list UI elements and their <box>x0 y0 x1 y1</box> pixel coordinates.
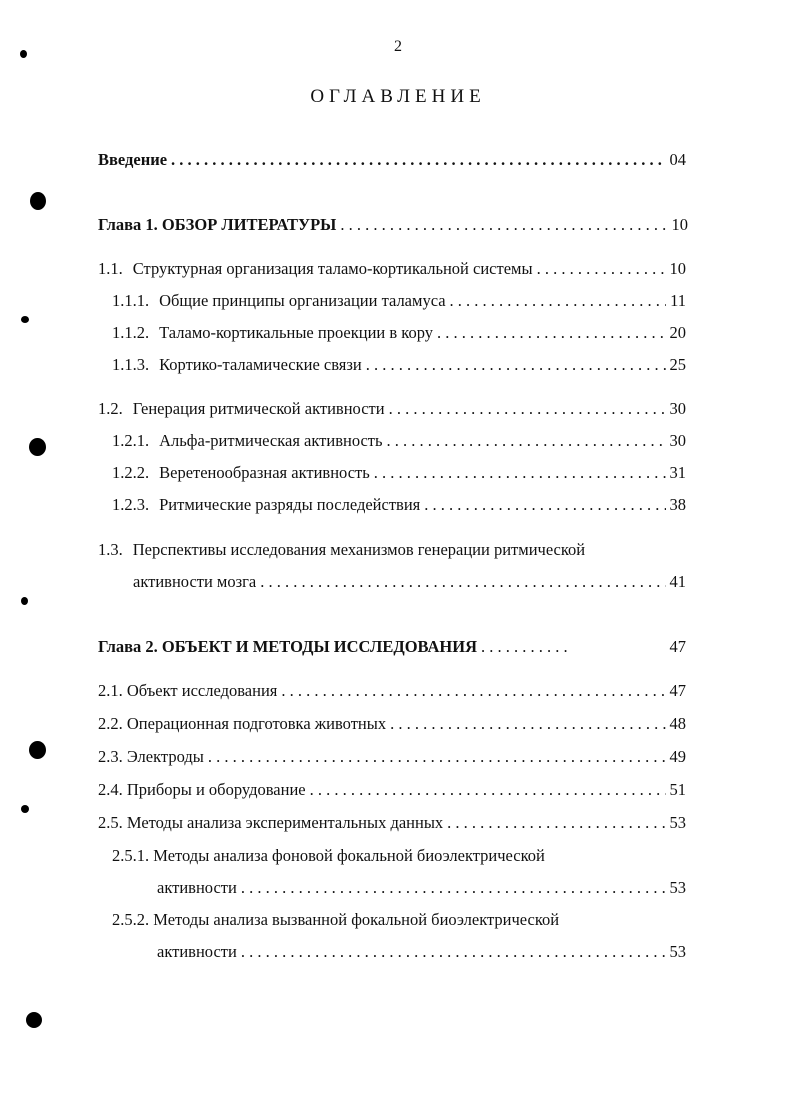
toc-label: активности <box>157 942 237 961</box>
dot-leader <box>208 746 666 768</box>
toc-label: Ритмические разряды последействия <box>159 495 421 514</box>
toc-label: Глава 2. ОБЪЕКТ И МЕТОДЫ ИССЛЕДОВАНИЯ <box>98 637 477 656</box>
dot-leader <box>281 680 665 702</box>
toc-entry-2-1 <box>98 680 686 702</box>
toc-label: 2.3. Электроды <box>98 747 204 766</box>
toc-page: 10 <box>671 215 688 234</box>
toc-label: Перспективы исследования механизмов генерации ритмической <box>132 540 586 559</box>
toc-page: 47 <box>669 681 686 700</box>
toc-entry-2-3 <box>98 746 686 768</box>
toc-entry-chapter-1 <box>98 214 688 236</box>
toc-number: 1.3. <box>98 540 123 559</box>
dot-leader <box>481 636 569 658</box>
toc-entry-2-5-1-line1 <box>112 845 545 867</box>
toc-number: 1.1. <box>98 259 123 278</box>
toc-label: 2.5.1. Методы анализа фоновой фокальной биоэлектрической <box>112 846 545 865</box>
toc-label: 2.5. Методы анализа экспериментальных данных <box>98 813 444 832</box>
toc-entry-1-1-1 <box>112 290 686 312</box>
toc-entry-2-4 <box>98 779 686 801</box>
punch-hole <box>21 597 28 605</box>
dot-leader <box>374 462 666 484</box>
toc-page: 41 <box>669 572 686 591</box>
toc-page: 25 <box>669 355 686 374</box>
punch-hole <box>30 192 46 210</box>
toc-page: 48 <box>669 714 686 733</box>
toc-number: 1.1.3. <box>112 355 150 374</box>
dot-leader <box>260 571 665 593</box>
toc-page: 04 <box>669 150 686 169</box>
dot-leader <box>241 877 666 899</box>
dot-leader <box>537 258 666 280</box>
toc-label: Генерация ритмической активности <box>132 399 385 418</box>
toc-entry-2-5-2-line2 <box>157 941 686 963</box>
toc-label: 2.4. Приборы и оборудование <box>98 780 306 799</box>
toc-label: Введение <box>98 150 168 169</box>
toc-entry-1-1-2 <box>112 322 686 344</box>
toc-label: Структурная организация таламо-кортикальной системы <box>132 259 533 278</box>
toc-entry-1-1-3 <box>112 354 686 376</box>
toc-entry-chapter-2 <box>98 636 686 658</box>
toc-entry-2-2 <box>98 713 686 735</box>
toc-entry-1-3-line1 <box>98 539 585 561</box>
punch-hole <box>21 316 29 323</box>
toc-entry-2-5-1-line2 <box>157 877 686 899</box>
toc-page: 38 <box>669 495 686 514</box>
dot-leader <box>171 149 665 171</box>
toc-number: 1.1.1. <box>112 291 150 310</box>
toc-label: активности <box>157 878 237 897</box>
dot-leader <box>447 812 665 834</box>
toc-label: 2.1. Объект исследования <box>98 681 278 700</box>
punch-hole <box>29 438 46 456</box>
toc-page: 53 <box>669 813 686 832</box>
toc-page: 10 <box>669 259 686 278</box>
dot-leader <box>424 494 665 516</box>
toc-page: 30 <box>669 399 686 418</box>
page-number: 2 <box>394 38 402 55</box>
toc-entry-1-2-3 <box>112 494 686 516</box>
dot-leader <box>450 290 667 312</box>
toc-entry-1-1 <box>98 258 686 280</box>
toc-entry-1-2-2 <box>112 462 686 484</box>
toc-label: 2.2. Операционная подготовка животных <box>98 714 387 733</box>
toc-page: 11 <box>670 291 686 310</box>
toc-entry-1-3-line2 <box>133 571 686 593</box>
toc-label: Общие принципы организации таламуса <box>159 291 446 310</box>
toc-title: ОГЛАВЛЕНИЕ <box>310 86 486 107</box>
toc-page: 30 <box>669 431 686 450</box>
toc-page: 53 <box>669 878 686 897</box>
toc-number: 1.2.2. <box>112 463 150 482</box>
punch-hole <box>26 1012 42 1028</box>
toc-entry-2-5-2-line1 <box>112 909 559 931</box>
toc-number: 1.2.1. <box>112 431 150 450</box>
toc-entry-2-5 <box>98 812 686 834</box>
toc-page: 51 <box>669 780 686 799</box>
punch-hole <box>21 805 29 813</box>
dot-leader <box>389 398 666 420</box>
toc-entry-intro <box>98 149 686 171</box>
toc-label: Таламо-кортикальные проекции в кору <box>159 323 433 342</box>
toc-entry-1-2-1 <box>112 430 686 452</box>
toc-label: Веретенообразная активность <box>159 463 370 482</box>
toc-number: 1.1.2. <box>112 323 150 342</box>
toc-number: 1.2.3. <box>112 495 150 514</box>
toc-page: 47 <box>669 637 686 656</box>
toc-page: 53 <box>669 942 686 961</box>
toc-label: активности мозга <box>133 572 257 591</box>
toc-page: 20 <box>669 323 686 342</box>
punch-hole <box>29 741 46 759</box>
dot-leader <box>340 214 667 236</box>
toc-page: 31 <box>669 463 686 482</box>
toc-entry-1-2 <box>98 398 686 420</box>
toc-label: Глава 1. ОБЗОР ЛИТЕРАТУРЫ <box>98 215 337 234</box>
dot-leader <box>387 430 666 452</box>
toc-number: 1.2. <box>98 399 123 418</box>
dot-leader <box>241 941 666 963</box>
toc-page: 49 <box>669 747 686 766</box>
dot-leader <box>437 322 666 344</box>
punch-hole <box>20 50 27 58</box>
dot-leader <box>390 713 665 735</box>
toc-label: Альфа-ритмическая активность <box>159 431 383 450</box>
dot-leader <box>310 779 666 801</box>
toc-label: 2.5.2. Методы анализа вызванной фокальной биоэлектрической <box>112 910 560 929</box>
dot-leader <box>366 354 666 376</box>
toc-label: Кортико-таламические связи <box>159 355 362 374</box>
